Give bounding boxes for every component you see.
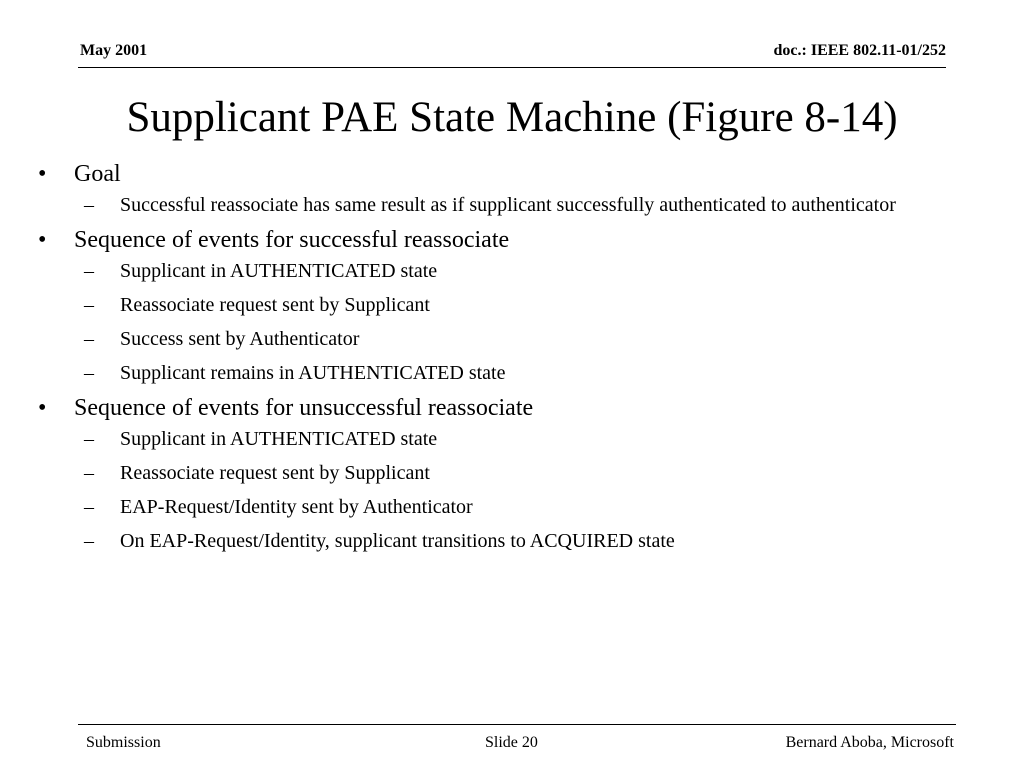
dash-marker: – [84, 260, 94, 282]
slide-title: Supplicant PAE State Machine (Figure 8-14) [126, 94, 898, 141]
dash-marker: – [84, 362, 94, 384]
dash-marker: – [84, 428, 94, 450]
bullet-marker: • [38, 227, 47, 253]
footer-submission: Submission [86, 734, 161, 751]
dash-marker: – [84, 530, 94, 552]
sub-bullet-text: Supplicant remains in AUTHENTICATED state [120, 362, 506, 384]
slide-body [38, 158, 968, 562]
bullet-text: Sequence of events for successful reassociate [74, 227, 510, 253]
sub-bullet [84, 528, 968, 554]
header-doc-id: doc.: IEEE 802.11-01/252 [773, 42, 946, 59]
header-divider [78, 67, 946, 68]
bullet-unsuccessful-reassociate [38, 394, 968, 422]
bullet-marker: • [38, 161, 47, 187]
bullet-successful-reassociate [38, 226, 968, 254]
sub-bullet [84, 360, 968, 386]
sub-bullet-text: Reassociate request sent by Supplicant [120, 462, 430, 484]
sub-bullet-text: Successful reassociate has same result as if supplicant successfully authenticated to authenticator [120, 194, 896, 216]
footer-divider [78, 724, 956, 725]
dash-marker: – [84, 462, 94, 484]
dash-marker: – [84, 294, 94, 316]
bullet-marker: • [38, 395, 47, 421]
sub-bullet [84, 292, 968, 318]
sub-bullet [84, 326, 968, 352]
sub-bullet-text: Supplicant in AUTHENTICATED state [120, 260, 438, 282]
sub-bullet-text: EAP-Request/Identity sent by Authenticator [120, 496, 473, 518]
dash-marker: – [84, 194, 94, 216]
header-date: May 2001 [80, 42, 148, 59]
sub-bullet-text: Reassociate request sent by Supplicant [120, 294, 430, 316]
footer-author: Bernard Aboba, Microsoft [785, 734, 954, 751]
sub-bullet-text: Supplicant in AUTHENTICATED state [120, 428, 438, 450]
dash-marker: – [84, 496, 94, 518]
sub-bullet [84, 460, 968, 486]
sub-bullet-text: On EAP-Request/Identity, supplicant transitions to ACQUIRED state [120, 530, 675, 552]
dash-marker: – [84, 328, 94, 350]
bullet-text: Sequence of events for unsuccessful reassociate [74, 395, 534, 421]
sub-bullet [84, 258, 968, 284]
sub-bullet [84, 426, 968, 452]
bullet-goal [38, 160, 968, 188]
bullet-text: Goal [74, 161, 121, 187]
sub-bullet-text: Success sent by Authenticator [120, 328, 360, 350]
sub-bullet [84, 192, 960, 218]
footer-slide-number: Slide 20 [485, 734, 538, 751]
sub-bullet [84, 494, 968, 520]
